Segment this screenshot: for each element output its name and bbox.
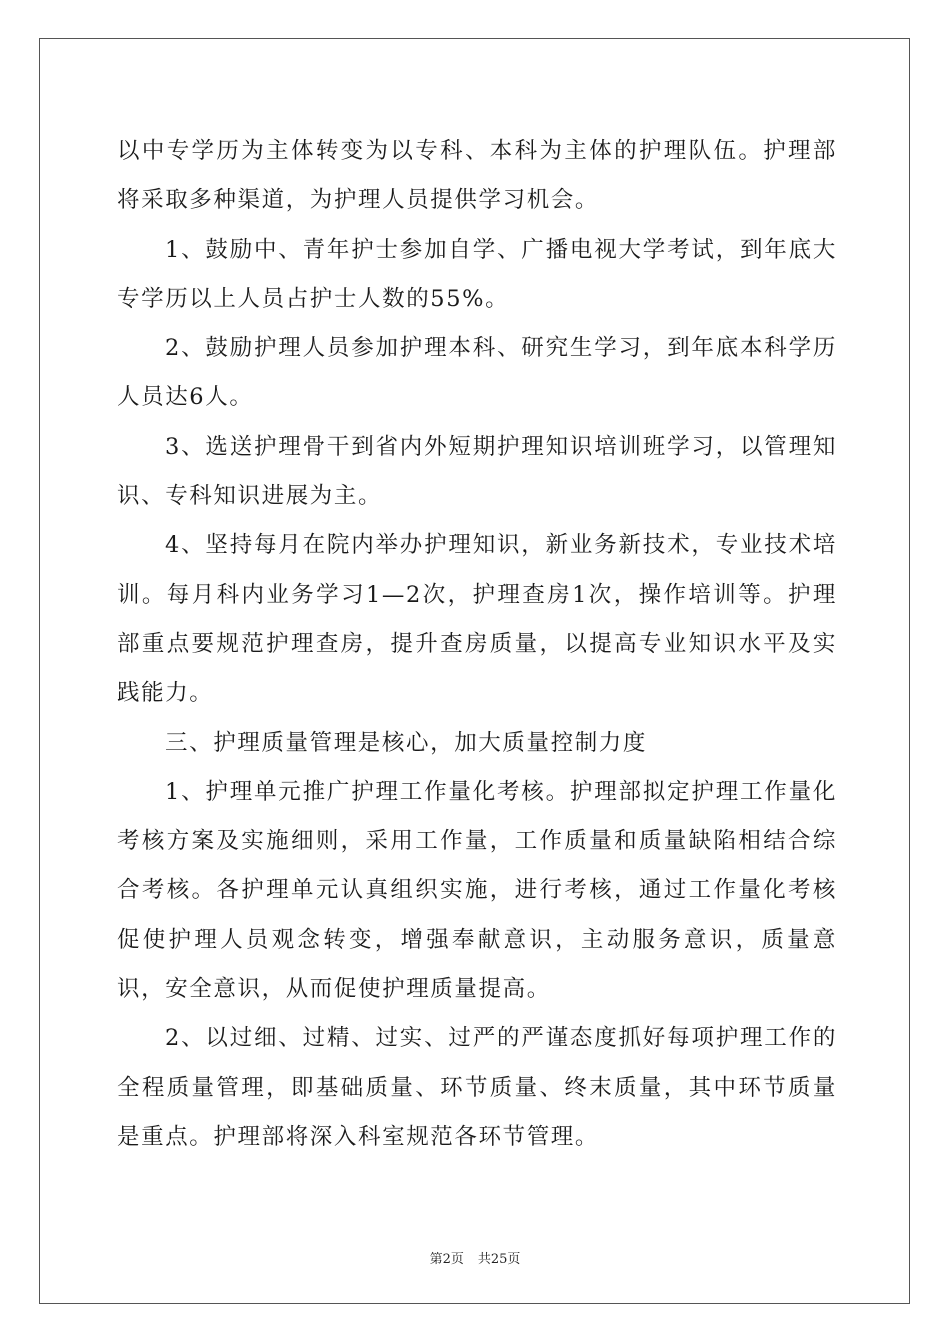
paragraph-3: 2、鼓励护理人员参加护理本科、研究生学习，到年底本科学历人员达6人。 <box>117 335 837 411</box>
paragraph-4: 3、选送护理骨干到省内外短期护理知识培训班学习，以管理知识、专科知识进展为主。 <box>117 433 837 510</box>
paragraph-5: 4、坚持每月在院内举办护理知识，新业务新技术，专业技术培训。每月科内业务学习1—2次，护理查房1次，操作培训等。护理部重点要规范护理查房，提升查房质量，以提高专业知识水平及实践能力。 <box>117 532 837 707</box>
paragraph-7: 1、护理单元推广护理工作量化考核。护理部拟定护理工作量化考核方案及实施细则，采用工作量，工作质量和质量缺陷相结合综合考核。各护理单元认真组织实施，进行考核，通过工作量化考核促使护理人员观念转变，增强奉献意识，主动服务意识，质量意识，安全意识，从而促使护理质量提高。 <box>117 778 837 1003</box>
page-total: 共25页 <box>477 1252 521 1267</box>
document-body <box>117 127 837 1162</box>
page-footer <box>0 1248 950 1267</box>
section-heading: 三、护理质量管理是核心，加大质量控制力度 <box>165 729 648 756</box>
paragraph-2: 1、鼓励中、青年护士参加自学、广播电视大学考试，到年底大专学历以上人员占护士人数的55%。 <box>117 236 837 312</box>
paragraph-1: 以中专学历为主体转变为以专科、本科为主体的护理队伍。护理部将采取多种渠道，为护理人员提供学习机会。 <box>117 138 837 214</box>
paragraph-8: 2、以过细、过精、过实、过严的严谨态度抓好每项护理工作的全程质量管理，即基础质量、环节质量、终末质量，其中环节质量是重点。护理部将深入科室规范各环节管理。 <box>117 1025 837 1150</box>
page-number: 第2页 <box>429 1252 464 1267</box>
